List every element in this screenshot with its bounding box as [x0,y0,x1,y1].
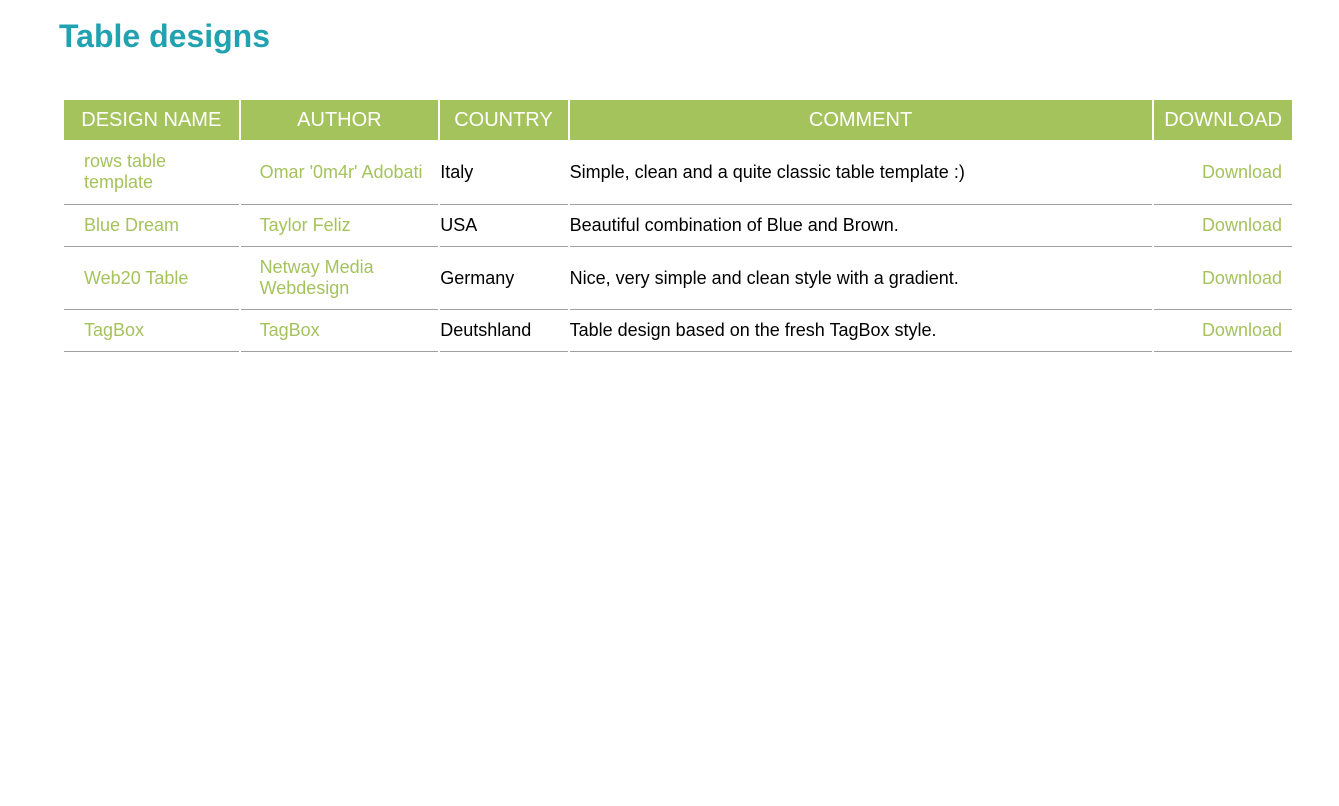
column-header-comment: COMMENT [570,98,1152,140]
country-cell: Deutshland [440,310,567,352]
column-header-design-name: DESIGN NAME [64,98,239,140]
country-cell: Italy [440,140,567,205]
column-header-download: DOWNLOAD [1154,98,1292,140]
author-link[interactable]: Netway Media Webdesign [241,247,439,310]
design-name-link[interactable]: Blue Dream [64,205,239,247]
comment-cell: Nice, very simple and clean style with a gradient. [570,247,1152,310]
download-link[interactable]: Download [1154,205,1292,247]
designs-table [62,98,1294,352]
download-link[interactable]: Download [1154,247,1292,310]
comment-cell: Simple, clean and a quite classic table template :) [570,140,1152,205]
comment-cell: Beautiful combination of Blue and Brown. [570,205,1152,247]
column-header-country: COUNTRY [440,98,567,140]
download-link[interactable]: Download [1154,310,1292,352]
author-link[interactable]: TagBox [241,310,439,352]
table-row [64,205,1292,247]
table-row [64,247,1292,310]
country-cell: USA [440,205,567,247]
header-row [64,98,1292,140]
table-row [64,140,1292,205]
column-header-author: AUTHOR [241,98,439,140]
comment-cell: Table design based on the fresh TagBox style. [570,310,1152,352]
page-title: Table designs [59,18,271,54]
country-cell: Germany [440,247,567,310]
design-name-link[interactable]: Web20 Table [64,247,239,310]
download-link[interactable]: Download [1154,140,1292,205]
author-link[interactable]: Taylor Feliz [241,205,439,247]
design-name-link[interactable]: rows table template [64,140,239,205]
design-name-link[interactable]: TagBox [64,310,239,352]
table-row [64,310,1292,352]
author-link[interactable]: Omar '0m4r' Adobati [241,140,439,205]
